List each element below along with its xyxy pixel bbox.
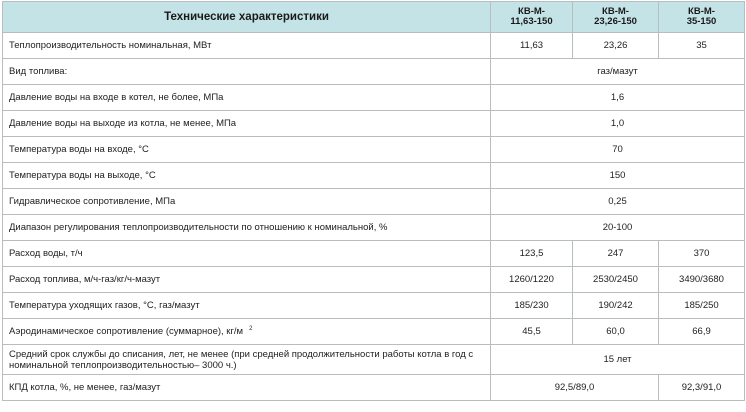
param-value: 370 (659, 241, 745, 267)
row-fuel-type (3, 59, 745, 85)
param-value: 123,5 (491, 241, 573, 267)
model-header-1: КВ-М- 11,63-150 (491, 2, 573, 33)
param-value: 23,26 (573, 33, 659, 59)
param-label: Диапазон регулирования теплопроизводительности по отношению к номинальной, % (3, 215, 491, 241)
param-value: 92,3/91,0 (659, 375, 745, 401)
param-value: 185/250 (659, 293, 745, 319)
param-value: 185/230 (491, 293, 573, 319)
param-label: КПД котла, %, не менее, газ/мазут (3, 375, 491, 401)
row-inlet-pressure (3, 85, 745, 111)
param-label: Давление воды на входе в котел, не более, МПа (3, 85, 491, 111)
param-value: 0,25 (491, 189, 745, 215)
param-value: 66,9 (659, 319, 745, 345)
param-value: 20-100 (491, 215, 745, 241)
param-value: 11,63 (491, 33, 573, 59)
param-value: 15 лет (491, 345, 745, 375)
table-title: Технические характеристики (3, 2, 491, 33)
param-value: 2530/2450 (573, 267, 659, 293)
row-fuel-consumption (3, 267, 745, 293)
row-outlet-pressure (3, 111, 745, 137)
specifications-table (2, 1, 745, 401)
row-control-range (3, 215, 745, 241)
model-header-2: КВ-М- 23,26-150 (573, 2, 659, 33)
param-value: газ/мазут (491, 59, 745, 85)
row-aerodynamic-resistance (3, 319, 745, 345)
param-label: Температура воды на входе, °С (3, 137, 491, 163)
row-hydraulic-resistance (3, 189, 745, 215)
row-service-life (3, 345, 745, 375)
param-label: Температура воды на выходе, °С (3, 163, 491, 189)
row-inlet-temperature (3, 137, 745, 163)
param-label: Вид топлива: (3, 59, 491, 85)
param-label: Расход топлива, м/ч-газ/кг/ч-мазут (3, 267, 491, 293)
param-label: Средний срок службы до списания, лет, не менее (при средней продолжительности работы котла в год с номинальной теплопроизводительностью– 3000 ч.) (3, 345, 491, 375)
param-value: 70 (491, 137, 745, 163)
param-value: 3490/3680 (659, 267, 745, 293)
param-label: Аэродинамическое сопротивление (суммарное), кг/м $^2$ (3, 319, 491, 345)
param-value: 35 (659, 33, 745, 59)
param-value: 1260/1220 (491, 267, 573, 293)
row-efficiency (3, 375, 745, 401)
param-value: 92,5/89,0 (491, 375, 659, 401)
model-header-3: КВ-М- 35-150 (659, 2, 745, 33)
row-water-flow (3, 241, 745, 267)
param-value: 1,6 (491, 85, 745, 111)
param-value: 190/242 (573, 293, 659, 319)
row-flue-gas-temperature (3, 293, 745, 319)
param-label: Гидравлическое сопротивление, МПа (3, 189, 491, 215)
param-value: 1,0 (491, 111, 745, 137)
param-label: Расход воды, т/ч (3, 241, 491, 267)
param-label: Давление воды на выходе из котла, не менее, МПа (3, 111, 491, 137)
param-label: Температура уходящих газов, °С, газ/мазут (3, 293, 491, 319)
row-outlet-temperature (3, 163, 745, 189)
param-label: Теплопроизводительность номинальная, МВт (3, 33, 491, 59)
param-value: 247 (573, 241, 659, 267)
param-value: 60,0 (573, 319, 659, 345)
row-heat-output (3, 33, 745, 59)
param-value: 45,5 (491, 319, 573, 345)
table-header-row (3, 2, 745, 33)
param-value: 150 (491, 163, 745, 189)
